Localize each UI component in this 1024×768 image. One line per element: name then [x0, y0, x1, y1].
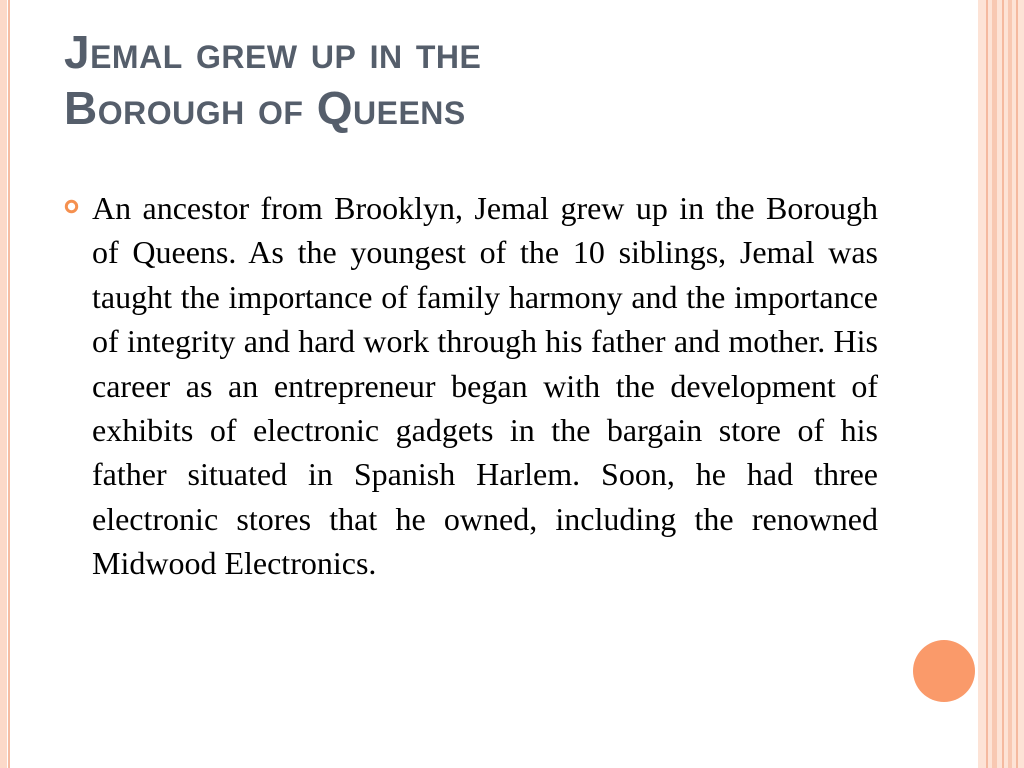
accent-circle-decoration	[913, 640, 975, 702]
left-border-line	[8, 0, 10, 768]
stripe	[1002, 0, 1004, 768]
title-line-2: Borough of Queens	[64, 82, 466, 134]
left-border-decoration	[0, 0, 7, 768]
stripe	[992, 0, 997, 768]
slide-title	[64, 24, 944, 136]
stripe	[986, 0, 988, 768]
stripe	[1008, 0, 1012, 768]
right-stripes-decoration	[978, 0, 1024, 768]
bullet-paragraph: An ancestor from Brooklyn, Jemal grew up in the Borough of Queens. As the youngest of the 10 siblings, Jemal was taught the importance of family harmony and the importance of integrity and hard work through his father and mother. His career as an entrepreneur began with the development of exhibits of electronic gadgets in the bargain store of his father situated in Spanish Harlem. Soon, he had three electronic stores that he owned, including the renowned Midwood Electronics.	[92, 190, 878, 582]
title-line-1: Jemal grew up in the	[64, 26, 482, 78]
stripe	[1016, 0, 1018, 768]
hollow-circle-bullet-icon	[64, 199, 79, 214]
